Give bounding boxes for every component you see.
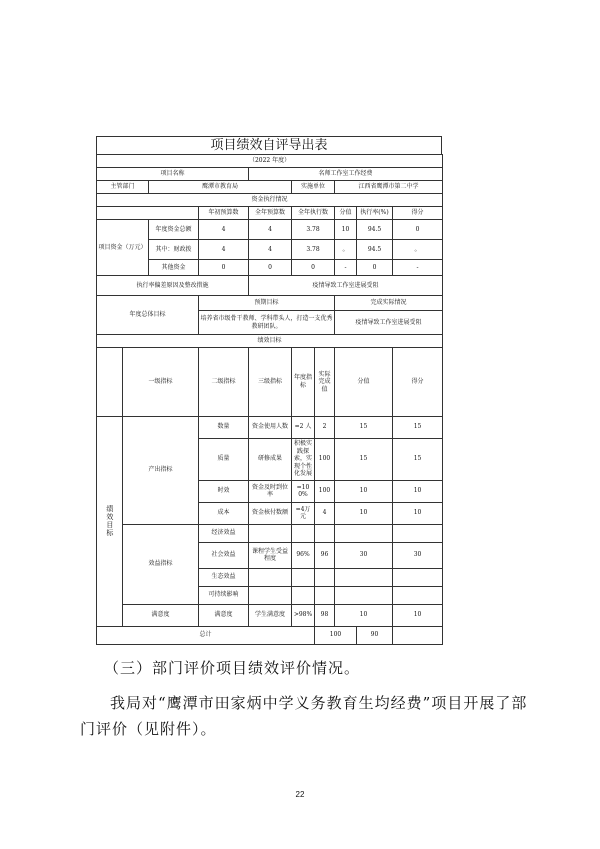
score-got: 15 xyxy=(393,438,443,480)
indicator-section-title: 绩效目标 xyxy=(97,335,443,348)
score: 15 xyxy=(335,416,393,438)
score: 10 xyxy=(335,480,393,502)
funds-cell: 。 xyxy=(335,240,357,260)
year-label: （2022 年度） xyxy=(97,155,443,168)
benefit-label: 效益指标 xyxy=(123,524,199,604)
funds-header: 全年执行数 xyxy=(292,207,335,220)
second-indicator: 社会效益 xyxy=(199,542,249,568)
third-indicator: 资金及时到位率 xyxy=(249,480,292,502)
second-indicator: 质量 xyxy=(199,438,249,480)
funds-row-label: 其中：财政拨 xyxy=(149,240,199,260)
second-indicator: 时效 xyxy=(199,480,249,502)
actual-value: 2 xyxy=(315,416,335,438)
funds-header: 分值 xyxy=(335,207,357,220)
annual-target xyxy=(292,524,315,542)
second-indicator: 经济效益 xyxy=(199,524,249,542)
third-indicator xyxy=(249,524,292,542)
third-indicator: 资金使用人数 xyxy=(249,416,292,438)
goal-actual-label: 完成实际情况 xyxy=(335,296,443,311)
funds-section-title: 资金执行情况 xyxy=(97,194,443,207)
third-indicator: 研修成果 xyxy=(249,438,292,480)
ind-header: 实际完成值 xyxy=(315,348,335,417)
actual-value xyxy=(315,586,335,604)
score-got: 15 xyxy=(393,416,443,438)
funds-cell: 0 xyxy=(199,260,249,276)
ind-header: 得分 xyxy=(393,348,443,417)
funds-header: 全年预算数 xyxy=(249,207,292,220)
funds-cell: 3.78 xyxy=(292,240,335,260)
score: 30 xyxy=(335,542,393,568)
table-title: 项目绩效自评导出表 xyxy=(96,136,442,154)
funds-cell: 4 xyxy=(199,220,249,240)
second-indicator: 可持续影响 xyxy=(199,586,249,604)
funds-header: 得分 xyxy=(393,207,443,220)
funds-cell: 4 xyxy=(199,240,249,260)
funds-row-label: 年度资金总额 xyxy=(149,220,199,240)
page-number: 22 xyxy=(295,790,305,799)
ind-header: 分值 xyxy=(335,348,393,417)
funds-row-label: 其他资金 xyxy=(149,260,199,276)
funds-cell: 0 xyxy=(357,260,393,276)
satisfaction-score: 10 xyxy=(335,604,393,626)
funds-cell: 4 xyxy=(249,220,292,240)
score: 10 xyxy=(335,502,393,524)
third-indicator: 资金核付数额 xyxy=(249,502,292,524)
total-score: 100 xyxy=(315,626,357,644)
body-paragraph: 我局对“鹰潭市田家炳中学义务教育生均经费”项目开展了部门评价（见附件）。 xyxy=(80,694,528,738)
annual-target xyxy=(292,586,315,604)
total-label: 总计 xyxy=(97,626,315,644)
funds-cell: 94.5 xyxy=(357,240,393,260)
deviation-label: 执行率偏差原因及整改措施 xyxy=(97,276,249,296)
actual-value xyxy=(315,524,335,542)
funds-cell: 10 xyxy=(335,220,357,240)
score-got: 10 xyxy=(393,502,443,524)
annual-target xyxy=(292,568,315,586)
score-got: 30 xyxy=(393,542,443,568)
annual-target: 96% xyxy=(292,542,315,568)
score-got xyxy=(393,524,443,542)
satisfaction-got: 10 xyxy=(393,604,443,626)
deviation-text: 疫情导致工作室进展受阻 xyxy=(249,276,443,296)
funds-label: 项目资金（万元） xyxy=(97,220,149,276)
ind-header: 三级指标 xyxy=(249,348,292,417)
satisfaction-third: 学生满意度 xyxy=(249,604,292,626)
funds-cell: 4 xyxy=(249,240,292,260)
satisfaction-actual: 98 xyxy=(315,604,335,626)
third-indicator: 课程学生受益程度 xyxy=(249,542,292,568)
funds-cell: 。 xyxy=(393,240,443,260)
performance-table xyxy=(96,154,443,645)
goal-actual: 疫情导致工作室进展受阻 xyxy=(335,311,443,335)
actual-value: 100 xyxy=(315,480,335,502)
second-indicator: 生态效益 xyxy=(199,568,249,586)
funds-cell: 94.5 xyxy=(357,220,393,240)
funds-header: 执行率(%) xyxy=(357,207,393,220)
annual-target: 积极实践探索，实现个性化发展 xyxy=(292,438,315,480)
total-got: 90 xyxy=(357,626,393,644)
goal-expected-label: 预期目标 xyxy=(199,296,335,311)
actual-value xyxy=(315,568,335,586)
funds-cell: 0 xyxy=(292,260,335,276)
annual-target: =100% xyxy=(292,480,315,502)
score-got xyxy=(393,586,443,604)
project-name-label: 项目名称 xyxy=(97,168,249,181)
second-indicator: 成本 xyxy=(199,502,249,524)
satisfaction-first: 满意度 xyxy=(123,604,199,626)
satisfaction-target: >98% xyxy=(292,604,315,626)
funds-header: 年初预算数 xyxy=(199,207,249,220)
actual-value: 4 xyxy=(315,502,335,524)
funds-cell: 0 xyxy=(249,260,292,276)
second-indicator: 数量 xyxy=(199,416,249,438)
perf-goal-label: 绩效目标 xyxy=(105,505,114,537)
goal-expected: 培养省市级骨干教师、学科带头人，打造一支优秀教研团队。 xyxy=(199,311,335,335)
score-got: 10 xyxy=(393,480,443,502)
annual-target: =2 人 xyxy=(292,416,315,438)
funds-cell: - xyxy=(335,260,357,276)
ind-header: 二级指标 xyxy=(199,348,249,417)
funds-cell: - xyxy=(393,260,443,276)
unit-value: 江西省鹰潭市第二中学 xyxy=(335,181,443,194)
score: 15 xyxy=(335,438,393,480)
ind-header: 年度指标 xyxy=(292,348,315,417)
third-indicator xyxy=(249,568,292,586)
goal-label: 年度总体目标 xyxy=(97,296,199,335)
actual-value: 100 xyxy=(315,438,335,480)
annual-target: =4万元 xyxy=(292,502,315,524)
third-indicator xyxy=(249,586,292,604)
funds-cell: 3.78 xyxy=(292,220,335,240)
section-heading: （三）部门评价项目绩效评价情况。 xyxy=(104,659,361,677)
funds-cell: 0 xyxy=(393,220,443,240)
dept-label: 主管部门 xyxy=(97,181,149,194)
score xyxy=(335,524,393,542)
actual-value: 96 xyxy=(315,542,335,568)
output-label: 产出指标 xyxy=(123,416,199,524)
unit-label: 实施单位 xyxy=(292,181,335,194)
ind-header: 一级指标 xyxy=(123,348,199,417)
project-name-value: 名师工作室工作经费 xyxy=(249,168,443,181)
score-got xyxy=(393,568,443,586)
satisfaction-second: 满意度 xyxy=(199,604,249,626)
score xyxy=(335,586,393,604)
score xyxy=(335,568,393,586)
dept-value: 鹰潭市教育局 xyxy=(149,181,292,194)
